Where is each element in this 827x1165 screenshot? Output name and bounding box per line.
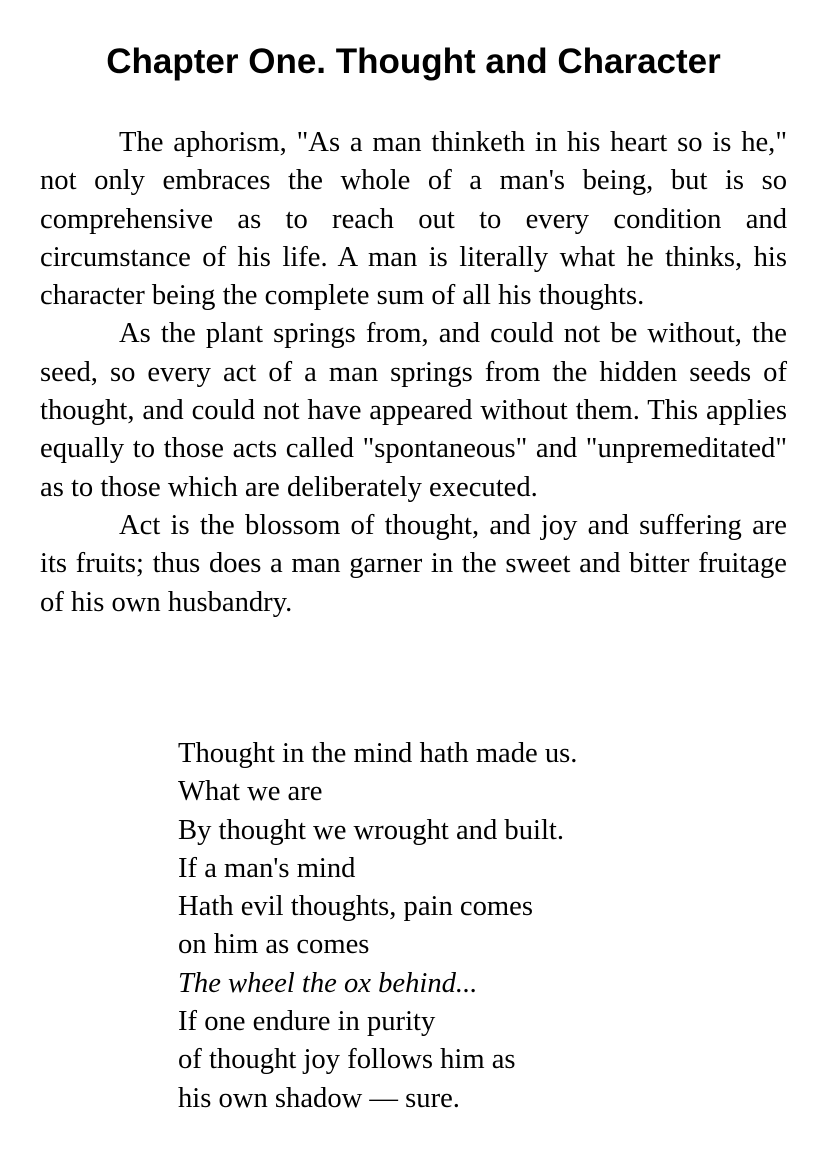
poem-line: What we are	[178, 776, 323, 808]
paragraph: The aphorism, "As a man thinketh in his heart so is he," not only embraces the whole of a man's being, but is so comprehensive as to reach out to every condition and circumstance of his life. A man is literally what he thinks, his character being the complete sum of all his thoughts.	[40, 127, 787, 312]
poem-line: Thought in the mind hath made us.	[178, 738, 578, 769]
paragraph: As the plant springs from, and could not be without, the seed, so every act of a man springs from the hidden seeds of thought, and could not have appeared without them. This applies equally to those acts called "spontaneous" and "unpremeditated" as to those which are deliberately executed.	[40, 318, 787, 503]
poem-line-italic: The wheel the ox behind...	[178, 967, 478, 999]
body-text	[40, 124, 787, 622]
poem-line: Hath evil thoughts, pain comes	[178, 891, 533, 923]
poem-line: of thought joy follows him as	[178, 1044, 516, 1076]
chapter-title: Chapter One. Thought and Character	[106, 42, 721, 81]
poem-line: on him as comes	[178, 929, 370, 961]
poem-line: If one endure in purity	[178, 1006, 436, 1038]
poem-line: By thought we wrought and built.	[178, 814, 564, 846]
poem-block	[178, 735, 798, 1118]
paragraph: Act is the blossom of thought, and joy and suffering are its fruits; thus does a man garner in the sweet and bitter fruitage of his own husbandry.	[40, 509, 787, 618]
poem-line: his own shadow — sure.	[178, 1082, 460, 1114]
poem-line: If a man's mind	[178, 852, 356, 884]
